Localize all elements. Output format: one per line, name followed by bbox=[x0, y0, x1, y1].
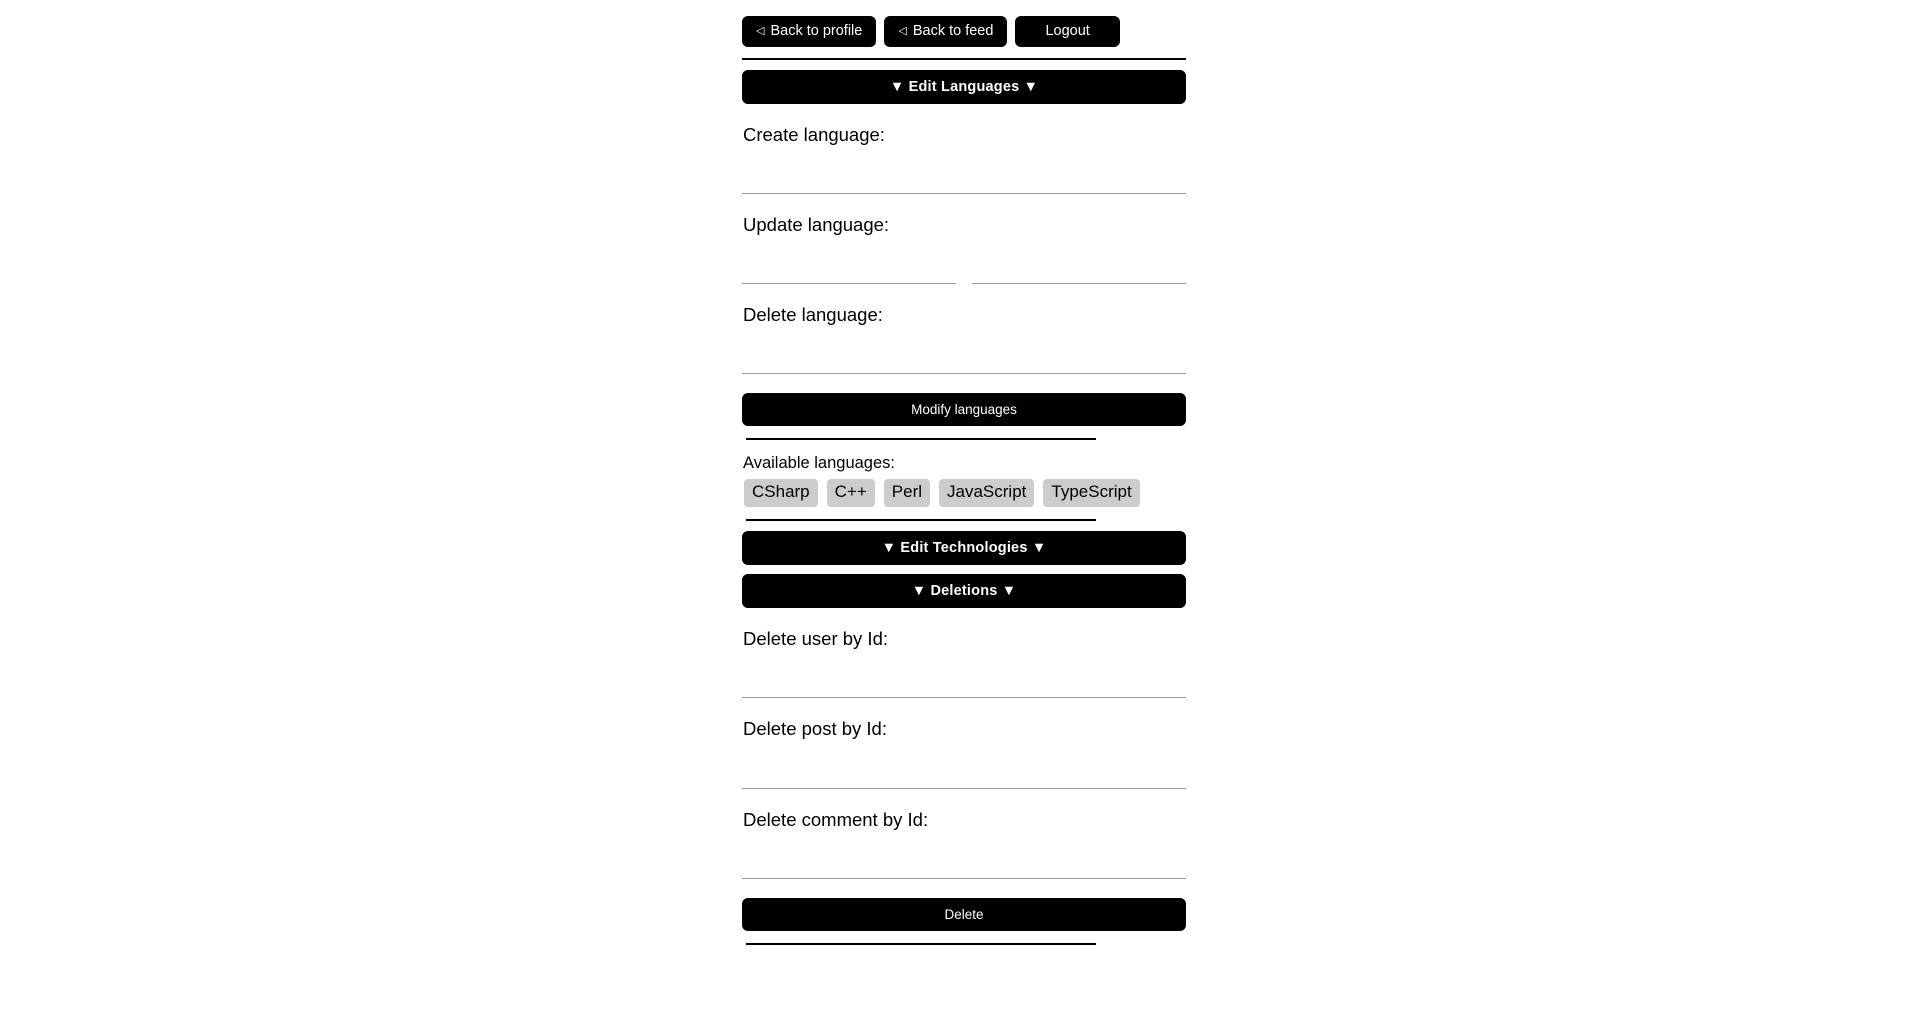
language-chip[interactable]: TypeScript bbox=[1043, 479, 1139, 507]
delete-language-input[interactable] bbox=[742, 348, 1186, 374]
back-to-profile-button[interactable] bbox=[742, 16, 876, 47]
delete-user-label: Delete user by Id: bbox=[743, 628, 888, 650]
create-language-input[interactable] bbox=[742, 168, 1186, 194]
language-chip[interactable]: Perl bbox=[884, 479, 930, 507]
edit-technologies-section-toggle[interactable]: ▼ Edit Technologies ▼ bbox=[742, 531, 1186, 565]
delete-post-input[interactable] bbox=[742, 763, 1186, 789]
back-to-feed-button[interactable] bbox=[884, 16, 1007, 47]
language-chip[interactable]: CSharp bbox=[744, 479, 818, 507]
content-column bbox=[742, 0, 1186, 945]
available-languages-label: Available languages: bbox=[743, 453, 895, 472]
delete-row bbox=[742, 898, 1186, 931]
language-chip[interactable]: C++ bbox=[827, 479, 875, 507]
create-language-label: Create language: bbox=[743, 123, 885, 145]
modify-languages-divider bbox=[746, 438, 1096, 440]
back-to-feed-label: Back to feed bbox=[912, 23, 994, 39]
modify-languages-row bbox=[742, 393, 1186, 426]
edit-languages-section-toggle[interactable]: ▼ Edit Languages ▼ bbox=[742, 70, 1186, 104]
triangle-left-icon: ◁ bbox=[756, 24, 765, 37]
update-language-label: Update language: bbox=[743, 213, 890, 235]
triangle-left-icon: ◁ bbox=[898, 24, 907, 37]
deletions-section-toggle[interactable]: ▼ Deletions ▼ bbox=[742, 574, 1186, 608]
language-chip[interactable]: JavaScript bbox=[939, 479, 1034, 507]
delete-comment-label: Delete comment by Id: bbox=[743, 808, 929, 830]
available-languages-divider bbox=[746, 519, 1096, 521]
delete-user-input[interactable] bbox=[742, 672, 1186, 698]
update-language-new-input[interactable] bbox=[972, 258, 1186, 284]
back-to-profile-label: Back to profile bbox=[770, 23, 863, 39]
logout-label: Logout bbox=[1045, 23, 1090, 39]
update-language-row bbox=[742, 258, 1186, 284]
delete-comment-input[interactable] bbox=[742, 853, 1186, 879]
available-languages-list bbox=[744, 479, 1186, 507]
delete-post-label: Delete post by Id: bbox=[743, 718, 887, 740]
modify-languages-button[interactable]: Modify languages bbox=[742, 393, 1186, 426]
top-nav bbox=[742, 0, 1186, 47]
update-language-old-input[interactable] bbox=[742, 258, 956, 284]
logout-button[interactable] bbox=[1015, 16, 1119, 47]
delete-divider bbox=[746, 943, 1096, 945]
delete-button[interactable]: Delete bbox=[742, 898, 1186, 931]
delete-language-label: Delete language: bbox=[743, 303, 883, 325]
nav-divider bbox=[742, 58, 1186, 60]
